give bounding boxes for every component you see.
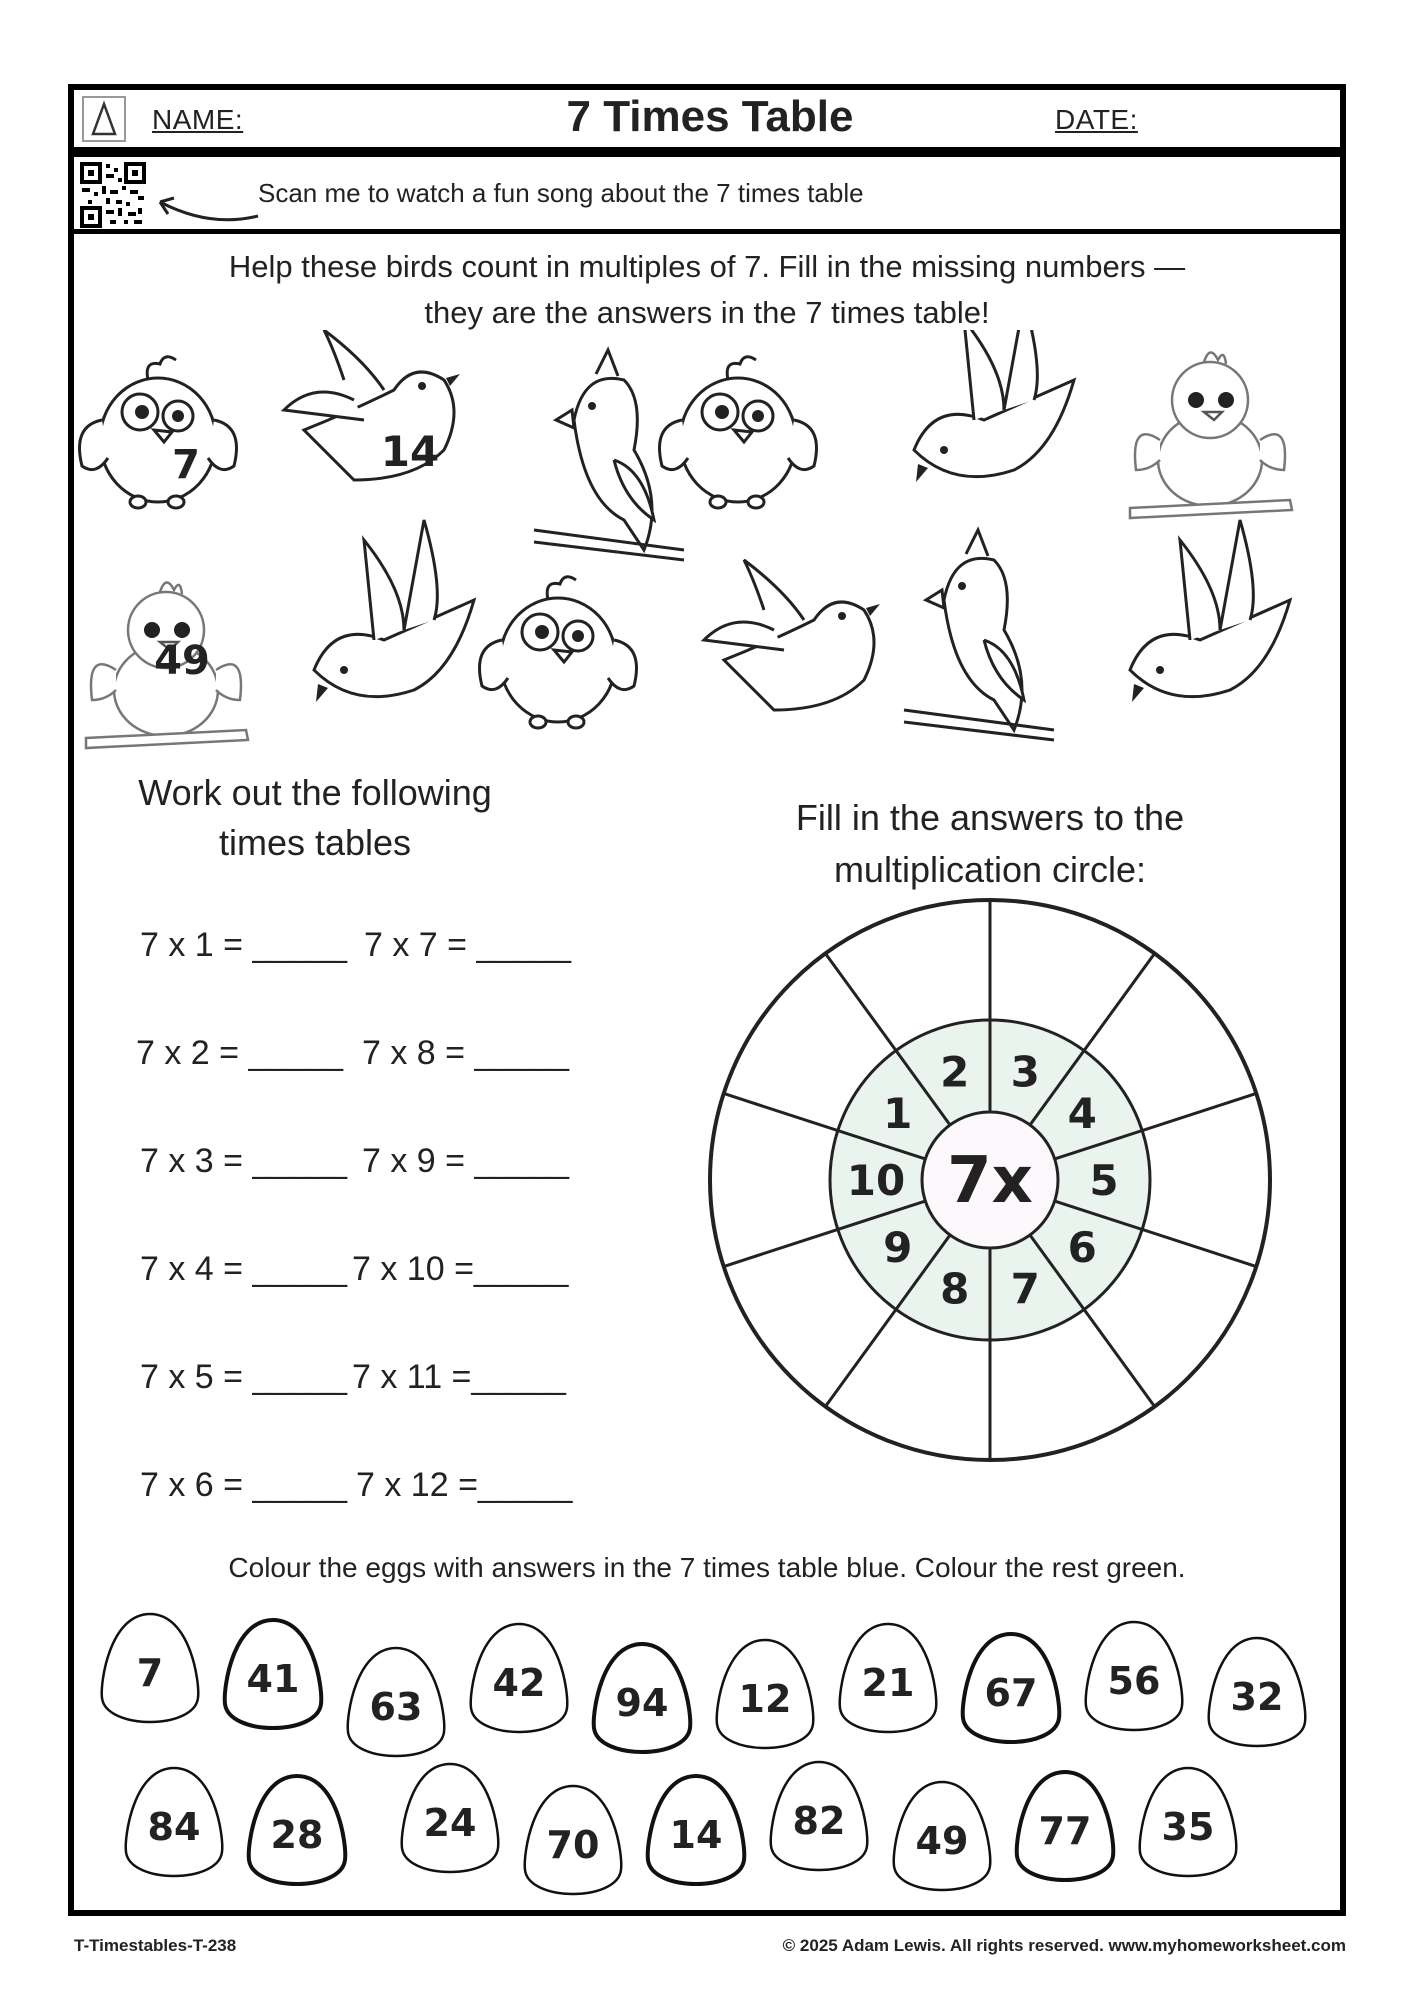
egg-number-12: 12: [738, 1677, 792, 1721]
circle-number-5: 5: [1089, 1156, 1119, 1205]
egg-number-77: 77: [1038, 1809, 1092, 1853]
circle-number-7: 7: [1010, 1264, 1040, 1314]
equation-right-12[interactable]: 7 x 12 =_____: [356, 1466, 573, 1504]
equation-left-1[interactable]: 7 x 1 = _____: [140, 926, 348, 964]
egg-number-21: 21: [861, 1661, 915, 1705]
egg-number-94: 94: [615, 1681, 669, 1725]
bird-label-7: 7: [172, 442, 200, 488]
circle-number-4: 4: [1067, 1088, 1097, 1138]
egg-number-32: 32: [1230, 1675, 1284, 1719]
circle-number-2: 2: [940, 1047, 970, 1097]
egg-number-70: 70: [546, 1823, 600, 1867]
egg-number-35: 35: [1161, 1805, 1215, 1849]
name-label: NAME:: [152, 104, 244, 135]
logo-icon: [82, 96, 126, 142]
bird-label-14: 14: [380, 427, 440, 476]
birds-illustration: [74, 330, 1340, 760]
eggs-instruction: Colour the eggs with answers in the 7 times table blue. Colour the rest green.: [228, 1552, 1186, 1583]
equation-left-3[interactable]: 7 x 3 = _____: [140, 1142, 348, 1180]
egg-number-28: 28: [270, 1813, 324, 1857]
footer-code: T-Timestables-T-238: [74, 1936, 237, 1955]
equation-right-11[interactable]: 7 x 11 =_____: [352, 1358, 566, 1396]
egg-number-84: 84: [147, 1805, 201, 1849]
qr-code-icon: [80, 162, 146, 228]
circle-number-3: 3: [1010, 1047, 1040, 1097]
equation-right-7[interactable]: 7 x 7 = _____: [364, 926, 572, 964]
circle-number-8: 8: [940, 1264, 970, 1314]
eggs-area: [74, 1590, 1340, 1900]
equation-left-4[interactable]: 7 x 4 = _____: [140, 1250, 348, 1288]
circle-number-1: 1: [883, 1088, 913, 1138]
work-out-heading-line1: Work out the following: [138, 772, 492, 813]
egg-number-42: 42: [492, 1661, 546, 1705]
bird-label-49: 49: [154, 638, 210, 684]
arrow-icon: [150, 188, 262, 228]
circle-number-9: 9: [883, 1223, 913, 1273]
egg-number-56: 56: [1107, 1659, 1161, 1703]
equation-right-10[interactable]: 7 x 10 =_____: [352, 1250, 569, 1288]
egg-number-14: 14: [669, 1813, 723, 1857]
multiplication-circle: [700, 890, 1280, 1470]
page-title: 7 Times Table: [566, 92, 854, 141]
equation-left-5[interactable]: 7 x 5 = _____: [140, 1358, 348, 1396]
equation-right-8[interactable]: 7 x 8 = _____: [362, 1034, 570, 1072]
equation-left-2[interactable]: 7 x 2 = _____: [136, 1034, 344, 1072]
birds-instruction-line2: they are the answers in the 7 times table!: [424, 295, 990, 330]
date-label: DATE:: [1055, 104, 1138, 135]
egg-number-63: 63: [369, 1685, 423, 1729]
footer-copyright: © 2025 Adam Lewis. All rights reserved. www.myhomeworksheet.com: [782, 1936, 1346, 1955]
egg-number-41: 41: [246, 1657, 300, 1701]
equation-right-9[interactable]: 7 x 9 = _____: [362, 1142, 570, 1180]
circle-heading-line1: Fill in the answers to the: [795, 797, 1185, 838]
circle-number-10: 10: [846, 1156, 906, 1205]
egg-number-7: 7: [136, 1651, 164, 1695]
circle-center-label: 7x: [947, 1144, 1033, 1218]
egg-number-24: 24: [423, 1801, 477, 1845]
equation-left-6[interactable]: 7 x 6 = _____: [140, 1466, 348, 1504]
circle-number-6: 6: [1067, 1223, 1097, 1273]
work-out-heading-line2: times tables: [218, 822, 412, 863]
egg-number-67: 67: [984, 1671, 1038, 1715]
qr-caption: Scan me to watch a fun song about the 7 times table: [258, 178, 864, 208]
egg-number-49: 49: [915, 1819, 969, 1863]
birds-instruction-line1: Help these birds count in multiples of 7. Fill in the missing numbers —: [228, 249, 1186, 284]
egg-number-82: 82: [792, 1799, 846, 1843]
circle-heading-line2: multiplication circle:: [833, 849, 1147, 890]
